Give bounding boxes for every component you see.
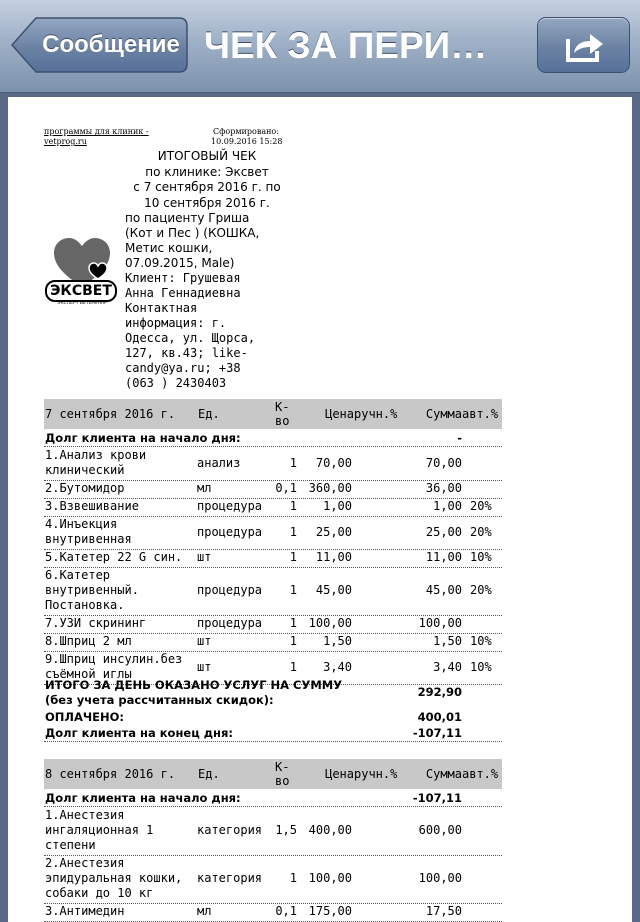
item-name: 4.Инъекция [45,517,118,531]
item-price: 100,00 [308,871,352,885]
item-name: 7.УЗИ скрининг [45,616,147,630]
item-qty: 1 [289,634,297,648]
item-name: эпидуральная кошки, [45,871,183,885]
contact-line: Одесса, ул. Щорса, [125,331,256,345]
item-unit: процедура [197,616,263,630]
item-sum: 36,00 [425,481,462,495]
item-name: степени [45,838,96,852]
debt-start-label: Долг клиента на начало дня: [45,431,241,445]
item-price: 45,00 [315,583,352,597]
patient-info [125,211,280,391]
col-manual-pct: ручн.% [354,767,398,781]
title-line: 10 сентября 2016 г. [144,195,270,210]
item-qty: 1 [289,524,297,539]
clinic-logo [44,235,120,311]
item-name: 1.Анестезия [45,808,125,822]
navigation-bar [0,0,640,93]
item-unit: мл [197,904,212,918]
item-qty: 1 [289,871,297,885]
program-link-line2: vetprog.ru [44,137,87,146]
item-price: 3,40 [323,659,352,674]
item-name: 1.Анализ крови [45,448,147,462]
client-line: Клиент: Грушевая [125,271,241,285]
table-row [44,499,502,517]
table-row [44,808,502,856]
day1-header-row [44,399,502,429]
share-icon [564,29,606,63]
total-label-1: ИТОГО ЗА ДЕНЬ ОКАЗАНО УСЛУГ НА СУММУ [45,678,343,692]
item-name: собаки до 10 кг [45,886,154,900]
col-unit: Ед. [198,407,220,421]
item-unit: категория [197,871,263,885]
day1-date: 7 сентября 2016 г. [45,407,176,421]
day1-total-row [44,678,502,708]
col-qty [275,400,289,428]
generated-info [211,127,282,147]
item-auto-pct: 10% [470,634,492,648]
logo-name: ЭКСВЕТ [50,283,112,299]
item-price: 400,00 [308,823,352,837]
item-sum: 25,00 [425,524,462,539]
item-qty: 1 [289,455,297,470]
item-name: съёмной иглы [45,667,132,681]
item-sum: 1,00 [433,499,462,513]
col-manual-pct: ручн.% [354,407,398,421]
item-name: внутривенная [45,532,132,546]
col-qty-line1: К- [275,400,290,414]
item-auto-pct: 10% [470,550,492,564]
col-price: Цена [325,767,354,781]
item-qty: 1 [289,583,297,597]
back-button-label: Сообщение [42,31,180,58]
item-sum: 600,00 [418,823,462,837]
table-row [44,634,502,652]
contact-line: candy@ya.ru; +38 [125,361,241,375]
item-name: 6.Катетер [45,568,111,582]
item-unit: мл [197,481,212,495]
table-row [44,904,502,922]
item-unit: анализ [197,455,241,470]
client-line: Анна Геннадиевна [125,286,241,300]
col-auto-pct: авт.% [462,767,499,781]
item-name: Постановка. [45,598,125,612]
item-name: клинический [45,463,125,477]
logo-tagline: ЭКСПЕРТ ВЕТЕРИНАР [57,301,107,306]
col-qty-line2: во [275,774,290,788]
table-row [44,568,502,616]
patient-line: 07.09.2015, Male) [125,256,235,270]
item-qty: 1 [289,550,297,564]
paid-value: 400,01 [417,710,462,724]
contact-line: информация: г. [125,316,227,330]
item-price: 100,00 [308,616,352,630]
title-line: с 7 сентября 2016 г. по [133,180,281,194]
item-auto-pct: 10% [470,659,492,674]
item-auto-pct: 20% [470,583,492,597]
item-name: внутривенный. [45,583,139,597]
item-qty: 1,5 [275,823,297,837]
item-sum: 3,40 [433,659,462,674]
item-unit: шт [197,659,212,674]
col-unit: Ед. [198,767,220,781]
col-price: Цена [325,407,354,421]
item-price: 1,00 [323,499,352,513]
patient-line: Метис кошки, [125,241,213,255]
table-row [44,856,502,904]
item-qty: 1 [289,616,297,630]
item-qty: 1 [289,499,297,513]
debt-start-value: -107,11 [412,791,462,805]
debt-end-value: -107,11 [412,726,462,740]
col-qty-line2: во [275,414,290,428]
item-name: 2.Бутомидор [45,481,125,495]
title-line: по клинике: Эксвет [145,164,269,179]
col-auto-pct: авт.% [462,407,499,421]
item-sum: 17,50 [425,904,462,918]
total-value: 292,90 [417,685,462,699]
item-name: 9.Шприц инсулин.без [45,652,183,666]
day1-debt-start-row [44,431,502,447]
contact-line: 127, кв.43; like- [125,346,248,360]
col-qty-line1: К- [275,760,290,774]
table-row [44,448,502,481]
receipt-document [8,97,632,922]
item-name: 8.Шприц 2 мл [45,634,132,648]
item-qty: 0,1 [275,904,297,918]
table-row [44,481,502,499]
col-qty [275,760,289,788]
item-price: 175,00 [308,904,352,918]
col-sum: Сумма [425,407,462,421]
program-link-line1: программы для клиник - [44,127,149,136]
item-unit: процедура [197,583,263,597]
item-name: ингаляционная 1 [45,823,154,837]
item-price: 25,00 [315,524,352,539]
item-unit: категория [197,823,263,837]
item-sum: 11,00 [425,550,462,564]
generated-label: Сформировано: [213,127,279,136]
page-title: ЧЕК ЗА ПЕРИ… [204,25,488,66]
item-price: 360,00 [308,481,352,495]
item-price: 1,50 [323,634,352,648]
table-row [44,517,502,550]
day1-debt-end-row [44,726,502,742]
debt-end-label: Долг клиента на конец дня: [45,726,233,740]
day2-header-row [44,759,502,789]
day2-debt-start-row [44,791,502,807]
contact-line: (063 ) 2430403 [125,376,227,390]
back-button[interactable] [10,17,188,73]
generated-date: 10.09.2016 15:28 [211,137,283,146]
item-unit: процедура [197,499,263,513]
item-price: 11,00 [315,550,352,564]
item-sum: 100,00 [418,616,462,630]
item-name: 3.Антимедин [45,904,125,918]
item-name: 3.Взвешивание [45,499,139,513]
table-row [44,550,502,568]
program-link[interactable] [44,127,149,147]
receipt-title [126,149,288,211]
item-qty: 0,1 [275,481,297,495]
title-line: ИТОГОВЫЙ ЧЕК [157,149,257,163]
table-row [44,616,502,634]
item-sum: 70,00 [425,455,462,470]
paid-label: ОПЛАЧЕНО: [45,710,125,724]
item-unit: шт [197,550,212,564]
item-qty: 1 [289,659,297,674]
day1-paid-row [44,710,502,725]
total-label-2: (без учета рассчитанных скидок): [45,693,274,707]
share-button[interactable] [537,17,630,73]
item-unit: процедура [197,524,263,539]
item-sum: 45,00 [425,583,462,597]
patient-line: по пациенту Гриша [125,211,250,225]
contact-line: Контактная [125,301,198,315]
patient-line: (Кот и Пес ) (КОШКА, [125,226,260,240]
item-unit: шт [197,634,212,648]
col-sum: Сумма [425,767,462,781]
item-name: 2.Анестезия [45,856,125,870]
item-sum: 1,50 [433,634,462,648]
item-name: 5.Катетер 22 G син. [45,550,183,564]
debt-start-label: Долг клиента на начало дня: [45,791,241,805]
item-sum: 100,00 [418,871,462,885]
item-auto-pct: 20% [470,524,492,539]
debt-start-value: - [457,431,462,445]
item-auto-pct: 20% [470,499,492,513]
day2-date: 8 сентября 2016 г. [45,767,176,781]
item-price: 70,00 [315,455,352,470]
